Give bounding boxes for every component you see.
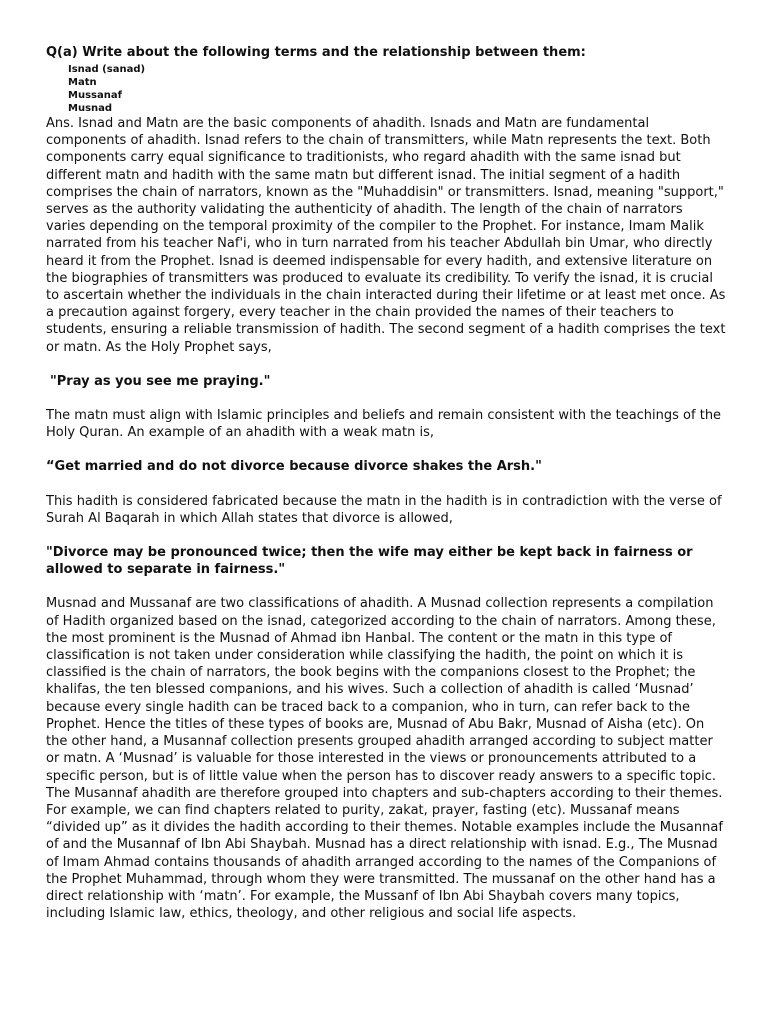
quote-pray: "Pray as you see me praying."	[50, 373, 271, 389]
body-paragraph: The matn must align with Islamic principles and beliefs and remain consistent with the teachings of the Holy Quran. An example of an ahadith with a weak matn is,	[46, 408, 722, 441]
term-item: Isnad (sanad)	[68, 64, 146, 75]
body-paragraph: Musnad and Mussanaf are two classifications of ahadith. A Musnad collection represents a compilation of Hadith organized based on the isnad, categorized according to the chain of narrators. Among these, the most prominent is the Musnad of Ahmad ibn Hanbal. The content or the matn in this type of classification is not taken under consideration while classifying the hadith, the point on which it is classified is the chain of narrators, the book begins with the companions closest to the Prophet; the khalifas, the ten blessed companions, and his wives. Such a collection of ahadith is called ‘Musnad’ because every single hadith can be traced back to a companion, who in turn, can refer back to the Prophet. Hence the titles of these types of books are, Musnad of Abu Bakr, Musnad of Aisha (etc). On the other hand, a Musannaf collection presents grouped ahadith arranged according to subject matter or matn. A ‘Musnad’ is valuable for those interested in the views or pronouncements attributed to a specific person, but is of little value when the person has to discover ready answers to a specific topic. The Musannaf ahadith are therefore grouped into chapters and sub-chapters according to their themes. For example, we can find chapters related to purity, zakat, prayer, fasting (etc). Mussanaf means “divided up” as it divides the hadith according to their themes. Notable examples include the Musannaf of and the Musannaf of Ibn Abi Shaybah. Musnad has a direct relationship with isnad. E.g., The Musnad of Imam Ahmad contains thousands of ahadith arranged according to the names of the Companions of the Prophet Muhammad, through whom they were transmitted. The mussanaf on the other hand has a direct relationship with ‘matn’. For example, the Mussanf of Ibn Abi Shaybah covers many topics, including Islamic law, ethics, theology, and other religious and social life aspects.	[46, 596, 723, 922]
quote-divorce: "Divorce may be pronounced twice; then the wife may either be kept back in fairness or allowed to separate in fairness."	[46, 545, 693, 578]
quote-marriage: “Get married and do not divorce because divorce shakes the Arsh."	[46, 459, 542, 475]
terms-list	[68, 63, 726, 115]
term-item: Matn	[68, 77, 97, 88]
question-heading: Q(a) Write about the following terms and the relationship between them:	[46, 45, 586, 60]
document-page	[46, 44, 726, 922]
term-item: Mussanaf	[68, 90, 122, 101]
answer-paragraph: Ans. Isnad and Matn are the basic components of ahadith. Isnads and Matn are fundamental components of ahadith. Isnad refers to the chain of transmitters, while Matn represents the text. Both components carry equal significance to traditionists, who regard ahadith with the same isnad but different matn and hadith with the same matn but different isnad. The initial segment of a hadith comprises the chain of narrators, known as the "Muhaddisin" or transmitters. Isnad, meaning "support," serves as the authority validating the authenticity of ahadith. The length of the chain of narrators varies depending on the temporal proximity of the compiler to the Prophet. For instance, Imam Malik narrated from his teacher Naf'i, who in turn narrated from his teacher Abdullah bin Umar, who directly heard it from the Prophet. Isnad is deemed indispensable for every hadith, and extensive literature on the biographies of transmitters was produced to evaluate its credibility. To verify the isnad, it is crucial to ascertain whether the individuals in the chain interacted during their lifetime or at least met once. As a precaution against forgery, every teacher in the chain provided the names of their teachers to students, ensuring a reliable transmission of hadith. The second segment of a hadith comprises the text or matn. As the Holy Prophet says,	[46, 116, 726, 355]
term-item: Musnad	[68, 103, 113, 114]
body-paragraph: This hadith is considered fabricated because the matn in the hadith is in contradiction with the verse of Surah Al Baqarah in which Allah states that divorce is allowed,	[46, 493, 722, 526]
